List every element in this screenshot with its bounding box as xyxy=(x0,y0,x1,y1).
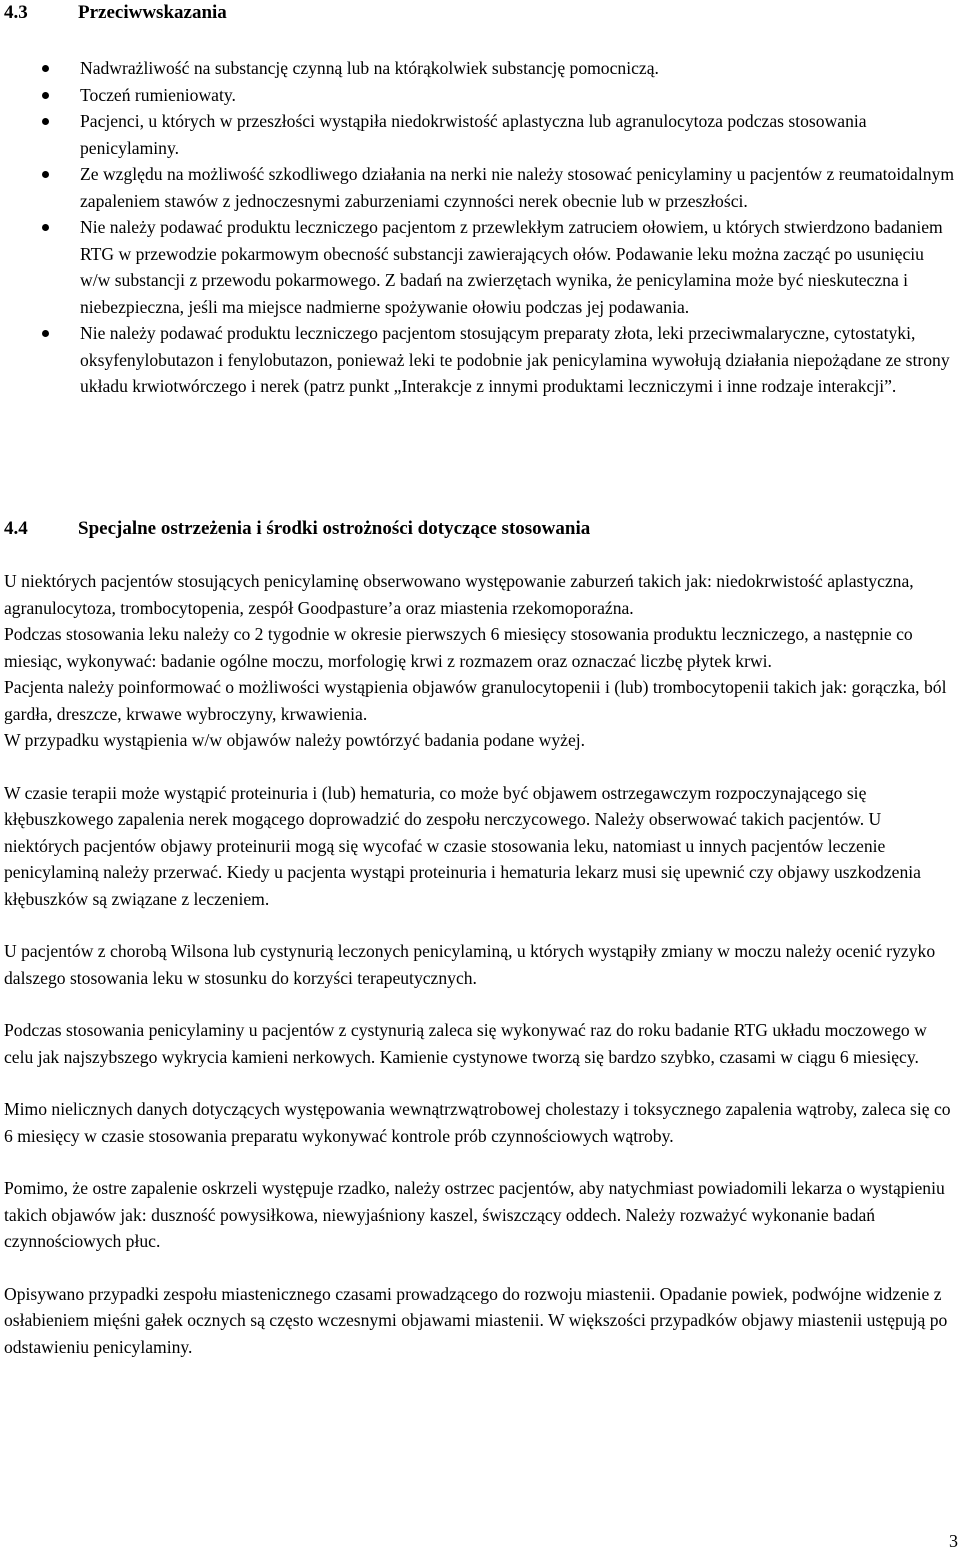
page-number: 3 xyxy=(949,1531,958,1551)
list-item xyxy=(0,55,960,82)
section-heading-warnings xyxy=(4,516,590,542)
list-item-text: Nie należy podawać produktu leczniczego pacjentom z przewlekłym zatruciem ołowiem, u których stwierdzono badaniem RTG w przewodzie pokarmowym obecność substancji zawierających ołów. Podawanie leku można zacząć po usunięciu w/w substancji z przewodu pokarmowego. Z badań na zwierzętach wynika, że penicylamina może być nieskuteczna i niebezpieczna, jeśli ma miejsce nadmierne spożywanie ołowiu podczas jej podawania. xyxy=(80,217,943,317)
paragraph: U pacjentów z chorobą Wilsona lub cystynurią leczonych penicylaminą, u których wystąpiły zmiany w moczu należy ocenić ryzyko dalszego stosowania leku w stosunku do korzyści terapeutycznych. xyxy=(4,941,936,988)
bullet-icon xyxy=(42,65,49,72)
list-item-text: Ze względu na możliwość szkodliwego działania na nerki nie należy stosować penicylaminy u pacjentów z reumatoidalnym zapaleniem stawów z jednoczesnymi zaburzeniami czynności nerek obecnie lub w przeszłości. xyxy=(80,164,955,211)
paragraph: Pacjenta należy poinformować o możliwości wystąpienia objawów granulocytopenii i (lub) trombocytopenii takich jak: gorączka, ból gardła, dreszcze, krwawe wybroczyny, krwawienia. xyxy=(4,677,947,724)
paragraph: W czasie terapii może wystąpić proteinuria i (lub) hematuria, co może być objawem ostrzegawczym rozpoczynającego się kłębuszkowego zapalenia nerek mogącego doprowadzić do zespołu nerczycowego. Należy obserwować takich pacjentów. U niektórych pacjentów objawy proteinurii mogą się wycofać w czasie stosowania leku, natomiast u innych pacjentów leczenie penicylaminą należy przerwać. Kiedy u pacjenta wystąpi proteinuria i hematuria lekarz musi się upewnić czy objawy uszkodzenia kłębuszków są związane z leczeniem. xyxy=(4,782,921,909)
list-item xyxy=(0,82,960,109)
section-number: 4.4 xyxy=(4,518,28,539)
paragraph: Podczas stosowania leku należy co 2 tygodnie w okresie pierwszych 6 miesięcy stosowania produktu leczniczego, a następnie co miesiąc, wykonywać: badanie ogólne moczu, morfologię krwi z rozmazem oraz oznaczać liczbę płytek krwi. xyxy=(4,624,913,671)
paragraph: Podczas stosowania penicylaminy u pacjentów z cystynurią zaleca się wykonywać raz do roku badanie RTG układu moczowego w celu jak najszybszego wykrycia kamieni nerkowych. Kamienie cystynowe tworzą się bardzo szybko, czasami w ciągu 6 miesięcy. xyxy=(4,1020,927,1067)
list-item xyxy=(0,161,960,214)
paragraph: Mimo nielicznych danych dotyczących występowania wewnątrzwątrobowej cholestazy i toksycznego zapalenia wątroby, zaleca się co 6 miesięcy w czasie stosowania preparatu wykonywać kontrole prób czynnościowych wątroby. xyxy=(4,1099,951,1146)
list-item xyxy=(0,214,960,320)
paragraph: W przypadku wystąpienia w/w objawów należy powtórzyć badania podane wyżej. xyxy=(4,730,586,750)
paragraph: Pomimo, że ostre zapalenie oskrzeli występuje rzadko, należy ostrzec pacjentów, aby natychmiast powiadomili lekarza o wystąpieniu takich objawów jak: duszność powysiłkowa, niewyjaśniony kaszel, świszczący oddech. Należy rozważyć wykonanie badań czynnościowych płuc. xyxy=(4,1178,945,1251)
bullet-icon xyxy=(42,92,49,99)
list-item-text: Nadwrażliwość na substancję czynną lub na którąkolwiek substancję pomocniczą. xyxy=(80,58,659,78)
bullet-icon xyxy=(42,330,49,337)
section-title: Przeciwwskazania xyxy=(78,2,227,23)
section-title: Specjalne ostrzeżenia i środki ostrożności dotyczące stosowania xyxy=(78,518,591,539)
list-item-text: Nie należy podawać produktu leczniczego pacjentom stosującym preparaty złota, leki przeciwmalaryczne, cytostatyki, oksyfenylobutazon i fenylobutazon, ponieważ leki te podobnie jak penicylamina wywołują działania niepożądane ze strony układu krwiotwórczego i nerek (patrz punkt „Interakcje z innymi produktami leczniczymi i inne rodzaje interakcji”. xyxy=(80,323,950,396)
contraindications-list xyxy=(0,55,960,400)
bullet-icon xyxy=(42,171,49,178)
paragraph: Opisywano przypadki zespołu miastenicznego czasami prowadzącego do rozwoju miastenii. Opadanie powiek, podwójne widzenie z osłabieniem mięśni gałek ocznych są często wczesnymi objawami miastenii. W większości przypadków objawy miastenii ustępują po odstawieniu penicylaminy. xyxy=(4,1283,948,1357)
warnings-body xyxy=(4,568,960,1360)
list-item-text: Pacjenci, u których w przeszłości wystąpiła niedokrwistość aplastyczna lub agranulocytoza podczas stosowania penicylaminy. xyxy=(80,111,867,158)
section-number: 4.3 xyxy=(4,2,28,23)
section-heading-contraindications xyxy=(4,0,227,26)
bullet-icon xyxy=(42,224,49,231)
list-item xyxy=(0,320,960,400)
bullet-icon xyxy=(42,118,49,125)
paragraph: U niektórych pacjentów stosujących penicylaminę obserwowano występowanie zaburzeń takich jak: niedokrwistość aplastyczna, agranulocytoza, trombocytopenia, zespół Goodpasture’a oraz miastenia rzekomoporaźna. xyxy=(4,571,914,618)
list-item-text: Toczeń rumieniowaty. xyxy=(80,84,236,105)
list-item xyxy=(0,108,960,161)
